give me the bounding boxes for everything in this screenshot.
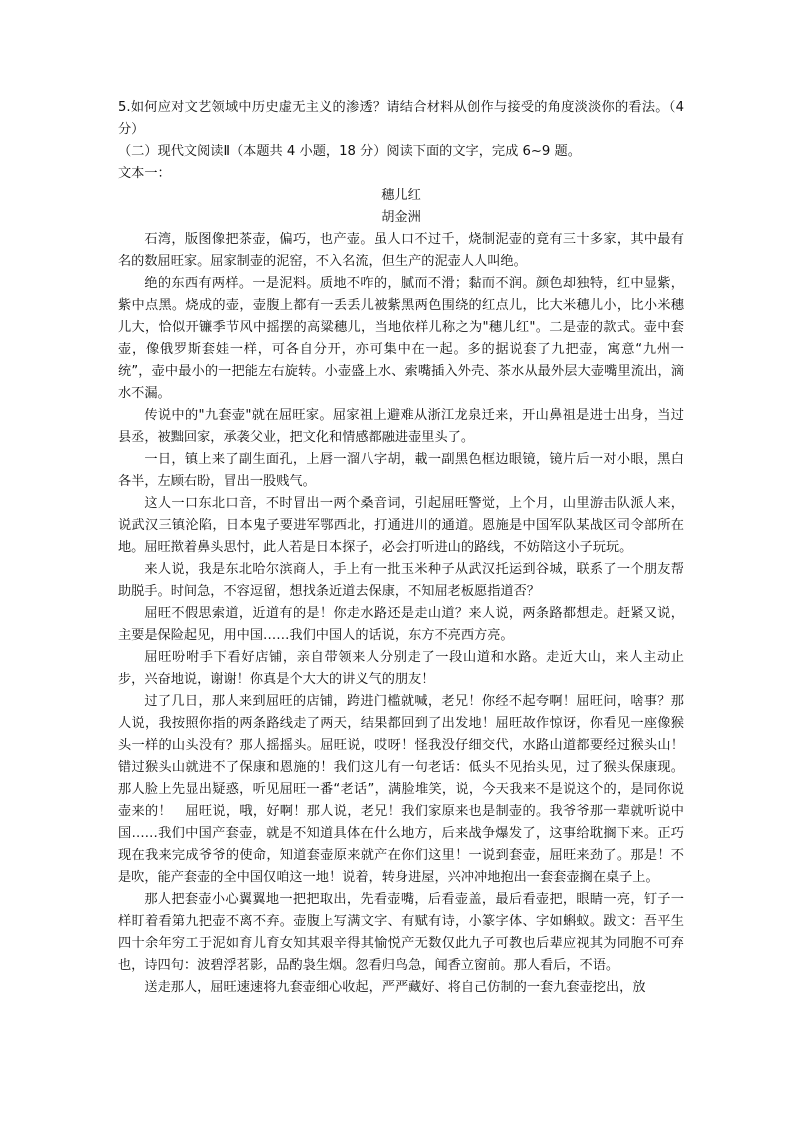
paragraph: 石湾，版图像把茶壶，偏巧，也产壶。虽人口不过千，烧制泥壶的竟有三十多家，其中最有名的数屈旺家。屈家制壶的泥窑，不入名流，但生产的泥壶人人叫绝。 xyxy=(118,232,684,269)
paragraph: 屈旺不假思索道，近道有的是！你走水路还是走山道？来人说，两条路都想走。赶紧又说，主要是保险起见，用中国……我们中国人的话说，东方不亮西方亮。 xyxy=(118,606,684,643)
paragraph: 屈旺吩咐手下看好店铺，亲自带领来人分别走了一段山道和水路。走近大山，来人主动止步，兴奋地说，谢谢！你真是个大大的讲义气的朋友！ xyxy=(118,650,684,687)
paragraph: 那人把套壶小心翼翼地一把把取出，先看壶嘴，后看壶盖，最后看壶把，眼睛一亮，钉子一样盯着看第九把壶不离不弃。壶腹上写满文字、有赋有诗，小篆字体、字如蝌蚁。跋文：吾平生四十余年穷工于泥如育儿育女知其艰辛得其愉悦产无数仅此九子可教也后辈应视其为同胞不可弃也，诗四句：波碧浮茗影，品酌袅生烟。忽看归鸟急，闻香立窗前。那人看后，不语。 xyxy=(118,892,684,973)
paragraph: 一日，镇上来了副生面孔，上唇一溜八字胡，載一副黑色框边眼镜，镜片后一对小眼，黑白各半，左顾右盼，冒出一股贱气。 xyxy=(118,452,684,489)
article-title: 穗儿红 xyxy=(381,188,421,203)
paragraph: 过了几日，那人来到屈旺的店铺，跨进门槛就喊，老兄！你经不起夸啊！屈旺问，啥事？那人说，我按照你指的两条路线走了两天，结果都回到了出发地！屈旺故作惊讶，你看见一座像猴头一样的山头没有？那人摇摇头。屈旺说，哎呀！怪我没仔细交代，水路山道都要经过猴头山！错过猴头山就进不了保康和恩施的！我们这儿有一句老话：低头不见抬头见，过了猴头保康现。那人脸上先显出疑惑，听见屈旺一番“老话”，满脸堆笑，说，今天我来不是说这个的，是同你说壶来的！ 屈旺说，哦，好啊！那人说，老兄！我们家原来也是制壶的。我爷爷那一辈就听说中国……我们中国产套壶，就是不知道具体在什么地方，后来战争爆发了，这事给耽搁下来。正巧现在我来完成爷爷的使命，知道套壶原来就产在你们这里！一说到套壶，屈旺来劲了。那是！不是吹，能产套壶的全中国仅咱这一地！说着，转身进屋，兴冲冲地抱出一套套壶搁在桌子上。 xyxy=(118,694,684,885)
article-author: 胡金洲 xyxy=(381,210,421,225)
exam-page xyxy=(118,97,684,999)
section-heading: （二）现代文阅读Ⅱ（本题共 4 小题，18 分）阅读下面的文字，完成 6~9 题。 xyxy=(118,144,581,159)
paragraph: 传说中的"九套壶"就在屈旺家。屈家祖上避难从浙江龙泉迁来，开山鼻祖是进士出身，当过县丞，被黜回家，承袭父业，把文化和情感都融进壶里头了。 xyxy=(118,408,684,445)
paragraph: 送走那人，屈旺速速将九套壶细心收起，严严藏好、将自己仿制的一套九套壶挖出，放 xyxy=(144,980,646,995)
text-label: 文本一： xyxy=(118,166,171,181)
paragraph: 这人一口东北口音，不时冒出一两个桑音词，引起屈旺警觉，上个月，山里游击队派人来，说武汉三镇沦陷，日本鬼子要进军鄂西北，打通进川的通道。恩施是中国军队某战区司令部所在地。屈旺揿着鼻头思忖，此人若是日本探子，必会打听进山的路线，不妨陪这小子玩玩。 xyxy=(118,496,684,555)
paragraph: 来人说，我是东北哈尔滨商人，手上有一批玉米种子从武汉托运到谷城，联系了一个朋友帮助脱手。时间急，不容逗留，想找条近道去保康，不知屈老板愿指道否？ xyxy=(118,562,684,599)
paragraph: 绝的东西有两样。一是泥料。质地不咋的，腻而不滑；黏而不润。颜色却独特，红中显紫，紫中点黑。烧成的壶，壶腹上都有一丢丢儿被紫黑两色围绕的红点儿，比大米穗儿小，比小米穗儿大，恰似开镰季节风中摇摆的高粱穗儿，当地依样儿称之为"穗儿红"。二是壶的款式。壶中套壶，像俄罗斯套娃一样，可各自分开，亦可集中在一起。多的据说套了九把壶，寓意“九州一统”，壶中最小的一把能左右旋转。小壶盛上水、索嘴插入外壳、茶水从最外层大壶嘴里流出，滴水不漏。 xyxy=(118,276,684,401)
question-5: 5.如何应对文艺领域中历史虚无主义的渗透？请结合材料从创作与接受的角度淡淡你的看法。（4分） xyxy=(118,100,684,137)
